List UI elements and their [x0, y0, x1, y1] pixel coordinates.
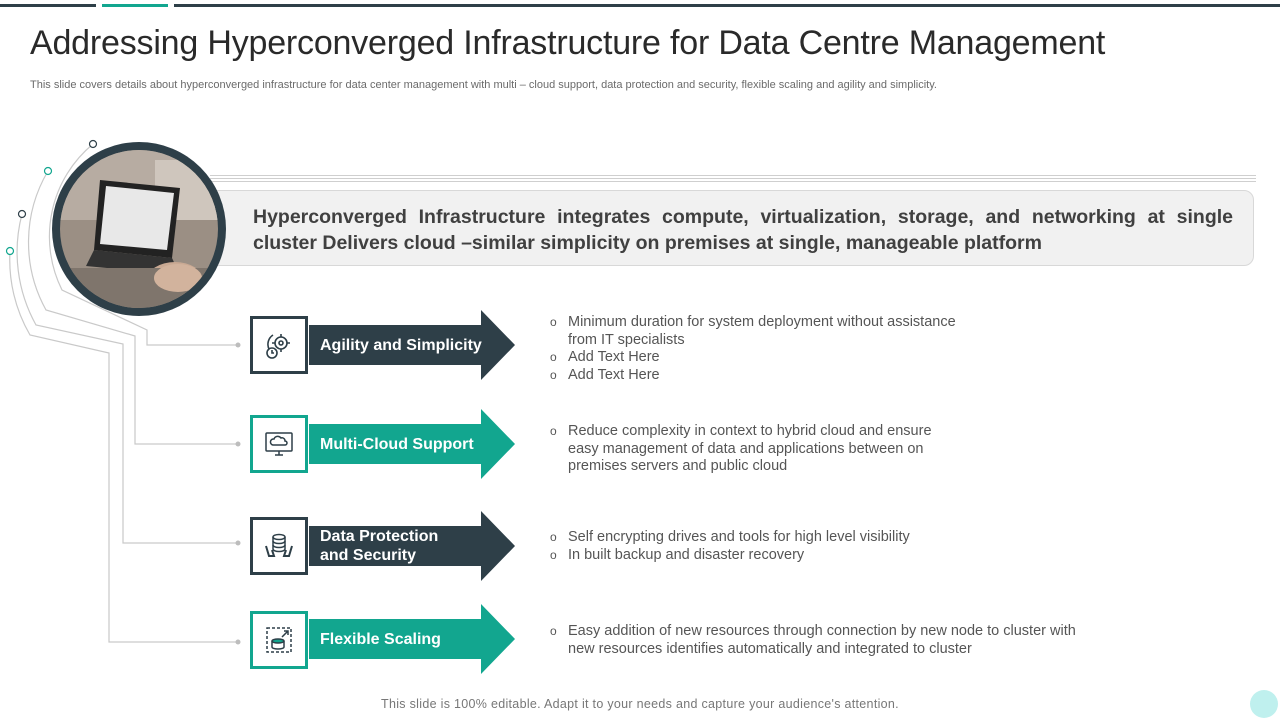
- database-hands-icon: [263, 530, 295, 562]
- bullet-item: o Add Text Here: [550, 349, 970, 367]
- top-bar-segment-3: [174, 4, 1280, 7]
- feature-label-flexible-scaling: Flexible Scaling: [320, 631, 441, 648]
- feature-icon-box: [250, 316, 308, 374]
- bullet-item: o In built backup and disaster recovery: [550, 547, 970, 565]
- scaling-database-icon: [263, 624, 295, 656]
- bullet-item: o Easy addition of new resources through connection by new node to cluster with new resources identifies automatically and integrated to cluster: [550, 623, 1090, 658]
- divider-line: [210, 175, 1256, 176]
- laptop-photo: [60, 150, 218, 308]
- laptop-photo-frame: [52, 142, 226, 316]
- slide-subtitle: This slide covers details about hyperconverged infrastructure for data center management with multi – cloud support, data protection and security, flexible scaling and agility and simplicity.: [30, 79, 937, 91]
- bullet-item: o Reduce complexity in context to hybrid cloud and ensure easy management of data and applications between on premises servers and public cloud: [550, 423, 950, 476]
- feature-label-agility: Agility and Simplicity: [320, 337, 482, 354]
- feature-label-multicloud: Multi-Cloud Support: [320, 436, 474, 453]
- bullet-item: o Self encrypting drives and tools for high level visibility: [550, 529, 970, 547]
- gear-clock-icon: [263, 329, 295, 361]
- divider-line: [210, 178, 1256, 179]
- bullet-item: o Minimum duration for system deployment without assistance from IT specialists: [550, 314, 970, 349]
- feature-bullets-flexible-scaling: [550, 623, 1090, 658]
- feature-bullets-multicloud: [550, 423, 950, 476]
- feature-icon-box: [250, 517, 308, 575]
- feature-bullets-agility: [550, 314, 970, 384]
- banner-box: [190, 190, 1254, 266]
- feature-label-data-protection: Data Protection and Security: [320, 528, 439, 564]
- slide-footer: This slide is 100% editable. Adapt it to your needs and capture your audience's attention.: [381, 697, 899, 711]
- cloud-monitor-icon: [263, 428, 295, 460]
- feature-bullets-data-protection: [550, 529, 970, 564]
- divider-line: [210, 181, 1256, 182]
- feature-icon-box: [250, 611, 308, 669]
- banner-text: Hyperconverged Infrastructure integrates compute, virtualization, storage, and networking at single cluster Delivers cloud –similar simplicity on premises at single, manageable platform: [253, 206, 1233, 254]
- corner-decoration: [1250, 690, 1278, 718]
- bullet-item: o Add Text Here: [550, 367, 970, 385]
- slide-title: Addressing Hyperconverged Infrastructure for Data Centre Management: [30, 24, 1106, 62]
- feature-icon-box: [250, 415, 308, 473]
